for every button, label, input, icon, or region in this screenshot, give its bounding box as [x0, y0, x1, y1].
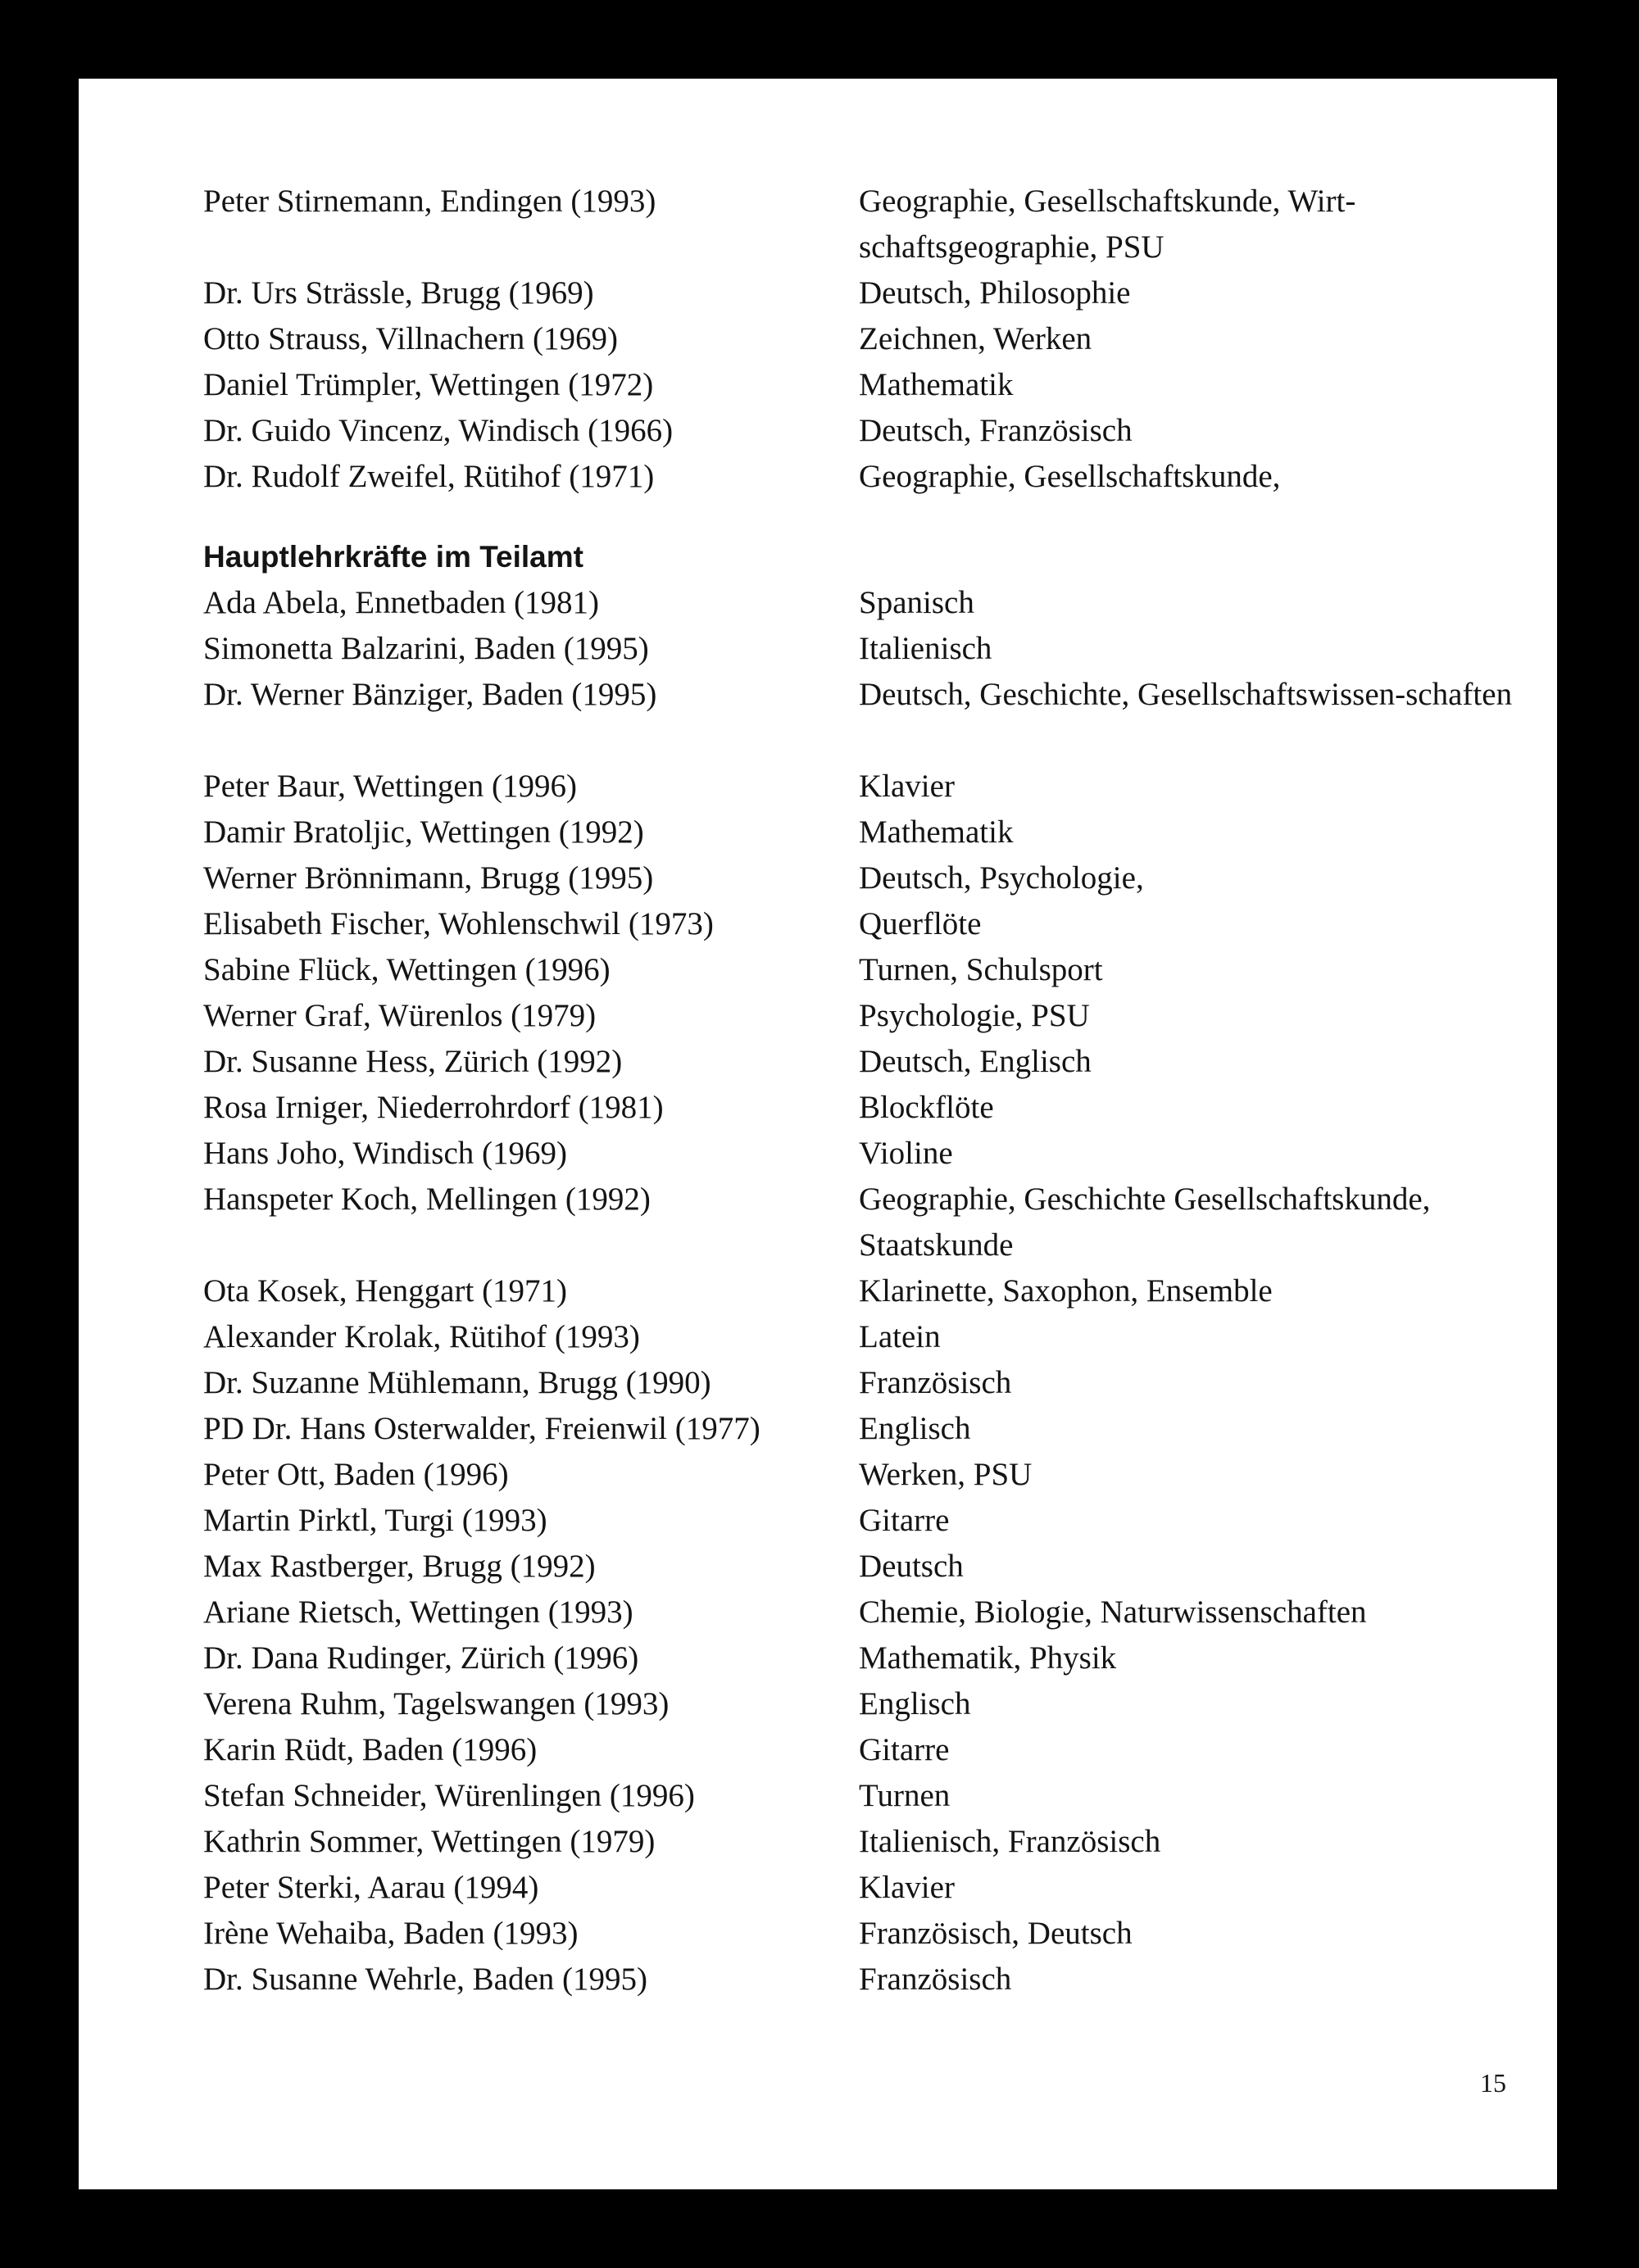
list-item	[79, 855, 1557, 901]
teacher-name: Peter Stirnemann, Endingen (1993)	[203, 184, 656, 219]
list-item	[79, 1681, 1557, 1727]
teacher-subjects: Geographie, Gesellschaftskunde,	[859, 459, 1281, 494]
teacher-name: Ariane Rietsch, Wettingen (1993)	[203, 1594, 633, 1630]
list-item	[79, 1727, 1557, 1773]
teacher-subjects: Französisch, Deutsch	[859, 1916, 1133, 1951]
teacher-name: Daniel Trümpler, Wettingen (1972)	[203, 367, 654, 402]
teacher-name: Ota Kosek, Henggart (1971)	[203, 1273, 568, 1309]
teacher-subjects: Deutsch, Geschichte, Gesellschaftswissen-schaften	[859, 677, 1513, 712]
list-item	[79, 454, 1557, 500]
teacher-name: Dr. Guido Vincenz, Windisch (1966)	[203, 413, 674, 448]
teacher-subjects: Deutsch	[859, 1549, 964, 1584]
teacher-name: Verena Ruhm, Tagelswangen (1993)	[203, 1686, 670, 1721]
teacher-subjects: Mathematik	[859, 367, 1014, 402]
document-page	[79, 79, 1557, 2189]
teacher-name: Werner Graf, Würenlos (1979)	[203, 998, 597, 1033]
staff-list-continued	[79, 179, 1557, 500]
teacher-subjects: Deutsch, Philosophie	[859, 275, 1131, 311]
teacher-subjects: Deutsch, Französisch	[859, 413, 1133, 448]
teacher-name: Peter Sterki, Aarau (1994)	[203, 1870, 539, 1905]
list-item	[79, 316, 1557, 362]
teacher-name: Sabine Flück, Wettingen (1996)	[203, 952, 611, 987]
teacher-subjects: Turnen	[859, 1778, 951, 1813]
teacher-subjects: Englisch	[859, 1411, 971, 1446]
teacher-subjects: Italienisch, Französisch	[859, 1824, 1161, 1859]
teacher-subjects: Deutsch, Psychologie,	[859, 860, 1144, 896]
teacher-subjects: Gitarre	[859, 1503, 950, 1538]
teacher-name: Kathrin Sommer, Wettingen (1979)	[203, 1824, 656, 1859]
teacher-name: Martin Pirktl, Turgi (1993)	[203, 1503, 547, 1538]
list-item	[79, 362, 1557, 408]
teacher-subjects: Deutsch, Englisch	[859, 1044, 1092, 1079]
teacher-name: Dr. Dana Rudinger, Zürich (1996)	[203, 1640, 639, 1676]
teacher-subjects: Geographie, Geschichte Gesellschaftskunde, Staatskunde	[859, 1182, 1431, 1263]
teacher-name: Dr. Urs Strässle, Brugg (1969)	[203, 275, 594, 311]
teacher-name: Dr. Suzanne Mühlemann, Brugg (1990)	[203, 1365, 711, 1400]
teacher-name: PD Dr. Hans Osterwalder, Freienwil (1977)	[203, 1411, 760, 1446]
list-item	[79, 1360, 1557, 1406]
teacher-name: Alexander Krolak, Rütihof (1993)	[203, 1319, 640, 1354]
teacher-name: Otto Strauss, Villnachern (1969)	[203, 321, 619, 356]
list-item	[79, 1131, 1557, 1177]
teacher-subjects: Latein	[859, 1319, 941, 1354]
teacher-name: Peter Baur, Wettingen (1996)	[203, 769, 577, 804]
list-item	[79, 1268, 1557, 1314]
list-item	[79, 270, 1557, 316]
page-number: 15	[1480, 2068, 1506, 2098]
list-item	[79, 1314, 1557, 1360]
teacher-name: Rosa Irniger, Niederrohrdorf (1981)	[203, 1090, 664, 1125]
staff-list-part-time	[79, 580, 1557, 2003]
teacher-subjects: Französisch	[859, 1962, 1012, 1997]
list-item	[79, 993, 1557, 1039]
list-item	[79, 408, 1557, 454]
teacher-subjects: Englisch	[859, 1686, 971, 1721]
teacher-name: Dr. Susanne Hess, Zürich (1992)	[203, 1044, 623, 1079]
teacher-subjects: Psychologie, PSU	[859, 998, 1090, 1033]
teacher-subjects: Querflöte	[859, 906, 982, 941]
list-item	[79, 1039, 1557, 1085]
list-item	[79, 1498, 1557, 1544]
teacher-name: Elisabeth Fischer, Wohlenschwil (1973)	[203, 906, 714, 941]
teacher-name: Irène Wehaiba, Baden (1993)	[203, 1916, 579, 1951]
teacher-subjects: Mathematik, Physik	[859, 1640, 1117, 1676]
list-item	[79, 672, 1557, 764]
teacher-subjects: Mathematik	[859, 814, 1014, 850]
teacher-subjects: Spanisch	[859, 585, 974, 620]
teacher-name: Ada Abela, Ennetbaden (1981)	[203, 585, 600, 620]
list-item	[79, 1773, 1557, 1819]
teacher-name: Peter Ott, Baden (1996)	[203, 1457, 509, 1492]
list-item	[79, 1957, 1557, 2003]
teacher-subjects: Italienisch	[859, 631, 992, 666]
teacher-subjects: Blockflöte	[859, 1090, 994, 1125]
section-heading: Hauptlehrkräfte im Teilamt	[203, 540, 583, 574]
teacher-name: Damir Bratoljic, Wettingen (1992)	[203, 814, 644, 850]
teacher-name: Max Rastberger, Brugg (1992)	[203, 1549, 596, 1584]
list-item	[79, 179, 1557, 270]
teacher-name: Simonetta Balzarini, Baden (1995)	[203, 631, 649, 666]
teacher-subjects: Werken, PSU	[859, 1457, 1033, 1492]
teacher-subjects: Violine	[859, 1136, 953, 1171]
teacher-subjects: Klarinette, Saxophon, Ensemble	[859, 1273, 1273, 1309]
teacher-subjects: Zeichnen, Werken	[859, 321, 1092, 356]
list-item	[79, 810, 1557, 855]
list-item	[79, 1635, 1557, 1681]
teacher-subjects: Französisch	[859, 1365, 1012, 1400]
list-item	[79, 947, 1557, 993]
teacher-subjects: Geographie, Gesellschaftskunde, Wirt-schaftsgeographie, PSU	[859, 184, 1356, 265]
teacher-name: Hanspeter Koch, Mellingen (1992)	[203, 1182, 651, 1217]
teacher-subjects: Gitarre	[859, 1732, 950, 1767]
list-item	[79, 1865, 1557, 1911]
teacher-name: Werner Brönnimann, Brugg (1995)	[203, 860, 654, 896]
list-item	[79, 626, 1557, 672]
list-item	[79, 1406, 1557, 1452]
list-item	[79, 1544, 1557, 1590]
teacher-subjects: Turnen, Schulsport	[859, 952, 1103, 987]
list-item	[79, 764, 1557, 810]
teacher-name: Dr. Rudolf Zweifel, Rütihof (1971)	[203, 459, 655, 494]
teacher-subjects: Klavier	[859, 1870, 955, 1905]
list-item	[79, 1085, 1557, 1131]
teacher-name: Karin Rüdt, Baden (1996)	[203, 1732, 538, 1767]
teacher-name: Dr. Werner Bänziger, Baden (1995)	[203, 677, 657, 712]
teacher-subjects: Chemie, Biologie, Naturwissenschaften	[859, 1594, 1367, 1630]
teacher-name: Dr. Susanne Wehrle, Baden (1995)	[203, 1962, 648, 1997]
list-item	[79, 1452, 1557, 1498]
teacher-subjects: Klavier	[859, 769, 955, 804]
list-item	[79, 901, 1557, 947]
list-item	[79, 1911, 1557, 1957]
list-item	[79, 1177, 1557, 1268]
list-item	[79, 1590, 1557, 1635]
teacher-name: Stefan Schneider, Würenlingen (1996)	[203, 1778, 695, 1813]
list-item	[79, 1819, 1557, 1865]
teacher-name: Hans Joho, Windisch (1969)	[203, 1136, 568, 1171]
list-item	[79, 580, 1557, 626]
